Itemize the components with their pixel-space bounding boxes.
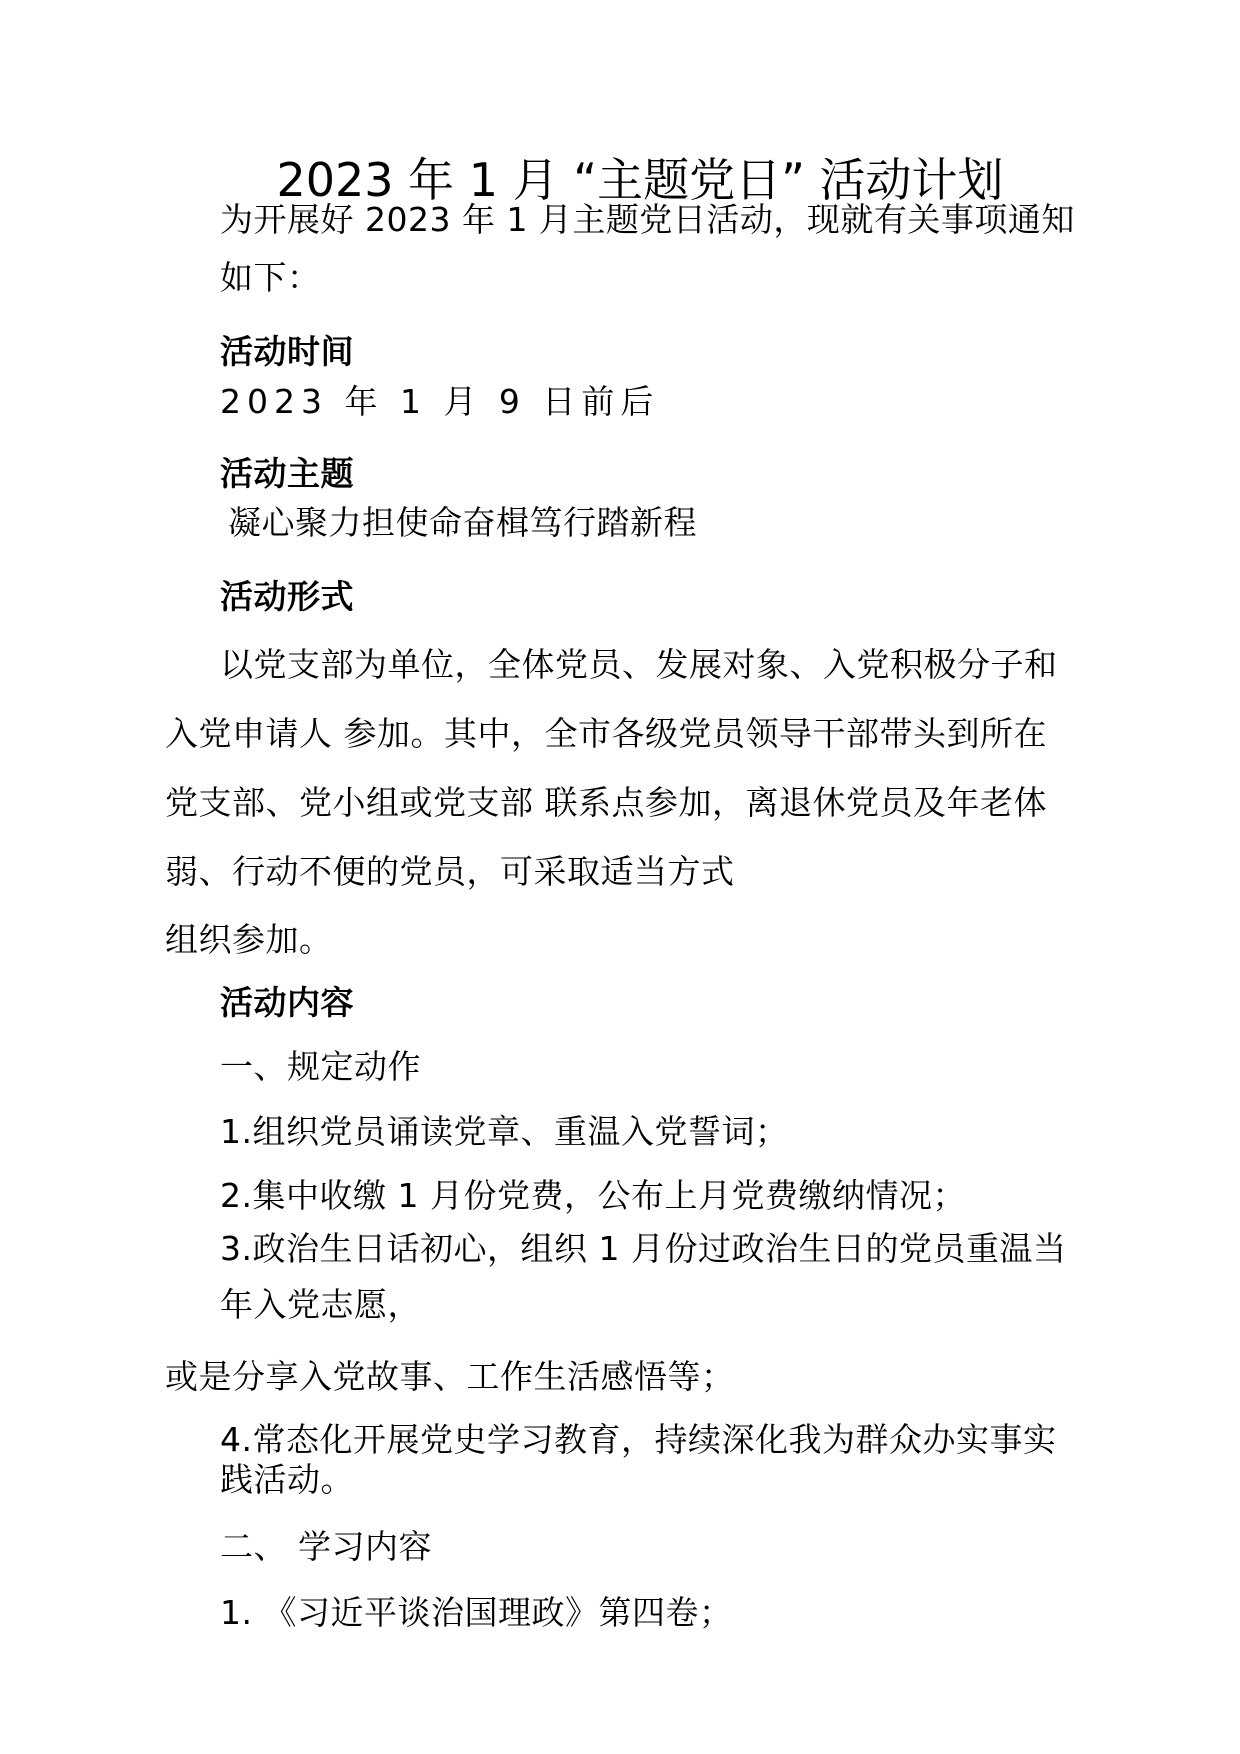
content-item-3-line-2: 年入党志愿，	[220, 1285, 421, 1324]
section-heading-theme: 活动主题	[220, 454, 354, 493]
content-item-2: 2.集中收缴 1 月份党费，公布上月党费缴纳情况；	[220, 1176, 966, 1215]
section-heading-time: 活动时间	[220, 332, 354, 371]
study-item-1: 1. 《习近平谈治国理政》第四卷；	[220, 1593, 733, 1632]
content-item-3-line-1: 3.政治生日话初心，组织 1 月份过政治生日的党员重温当	[220, 1229, 1067, 1268]
form-line-2: 入党申请人 参加。其中，全市各级党员领导干部带头到所在	[165, 714, 1047, 753]
content-item-3-line-3: 或是分享入党故事、工作生活感悟等；	[165, 1357, 735, 1396]
document-title: 2023 年 1 月 “主题党日” 活动计划	[276, 153, 1004, 207]
content-item-4-line-2: 践活动。	[220, 1460, 354, 1499]
content-part-1-title: 一、规定动作	[220, 1047, 421, 1086]
section-heading-content: 活动内容	[220, 983, 354, 1022]
intro-line-1: 为开展好 2023 年 1 月主题党日活动，现就有关事项通知	[220, 200, 1075, 239]
intro-line-2: 如下：	[220, 258, 321, 297]
content-part-2-title: 二、 学习内容	[220, 1527, 432, 1566]
content-item-1: 1.组织党员诵读党章、重温入党誓词；	[220, 1112, 789, 1151]
section-heading-form: 活动形式	[220, 577, 354, 616]
form-line-5: 组织参加。	[165, 920, 333, 959]
theme-value: 凝心聚力担使命奋楫笃行踏新程	[228, 503, 697, 542]
form-line-3: 党支部、党小组或党支部 联系点参加，离退休党员及年老体	[165, 783, 1047, 822]
content-item-4-line-1: 4.常态化开展党史学习教育，持续深化我为群众办实事实	[220, 1420, 1057, 1459]
form-line-4: 弱、行动不便的党员，可采取适当方式	[165, 852, 735, 891]
form-line-1: 以党支部为单位，全体党员、发展对象、入党积极分子和	[220, 645, 1058, 684]
time-value: 2023 年 1 月 9 日前后	[220, 382, 660, 421]
